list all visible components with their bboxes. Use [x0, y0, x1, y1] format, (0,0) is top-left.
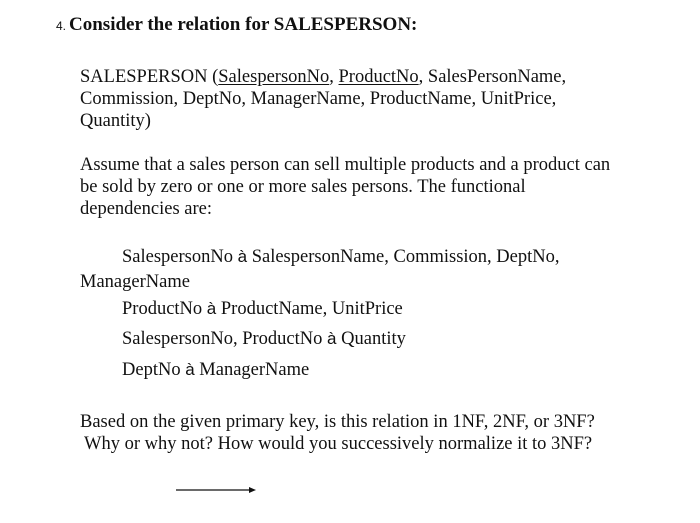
- fd-2-lhs: ProductNo: [122, 299, 207, 319]
- fd-3: [122, 329, 406, 350]
- fd-arrow-icon: à: [237, 247, 248, 266]
- arrow-right-icon: [176, 486, 256, 494]
- assumption-line-2: be sold by zero or one or more sales persons. The functional: [80, 177, 526, 197]
- relation-name: SALESPERSON (: [80, 67, 219, 87]
- assumption-line-1: Assume that a sales person can sell multiple products and a product can: [80, 155, 611, 175]
- question-body: [80, 411, 595, 455]
- relation-line-3: Quantity): [80, 111, 151, 131]
- fd-arrow-icon: à: [185, 360, 195, 379]
- fd-2-rhs: ProductName, UnitPrice: [216, 299, 403, 319]
- question-number: 4.: [56, 19, 67, 33]
- relation-attributes-1: , SalesPersonName,: [418, 67, 567, 87]
- assumption-line-3: dependencies are:: [80, 199, 212, 219]
- fd-arrow-icon: à: [327, 329, 337, 348]
- fd-4-rhs: ManagerName: [194, 360, 310, 380]
- fd-1-continued: ManagerName: [80, 272, 190, 292]
- primary-key-productno: ProductNo: [338, 67, 419, 87]
- question-title: Consider the relation for SALESPERSON:: [69, 14, 418, 35]
- fd-arrow-icon: à: [206, 299, 217, 318]
- relation-line-1: [80, 66, 566, 88]
- primary-key-salespersonno: SalespersonNo: [218, 67, 330, 87]
- fd-4: [122, 360, 309, 381]
- key-separator: ,: [329, 67, 339, 87]
- fd-3-rhs: Quantity: [336, 329, 406, 349]
- relation-line-2: Commission, DeptNo, ManagerName, ProductName, UnitPrice,: [80, 89, 557, 109]
- fd-3-lhs: SalespersonNo, ProductNo: [122, 329, 328, 349]
- fd-1: [122, 247, 560, 268]
- fd-1-lhs: SalespersonNo: [122, 247, 238, 267]
- question-line-2: Why or why not? How would you successively normalize it to 3NF?: [84, 434, 593, 454]
- fd-4-lhs: DeptNo: [122, 360, 186, 380]
- fd-2: [122, 299, 403, 320]
- question-heading: [56, 14, 417, 36]
- assumption-paragraph: [80, 154, 610, 220]
- relation-schema: [80, 66, 566, 132]
- fd-1-rhs: SalespersonName, Commission, DeptNo,: [247, 247, 560, 267]
- question-line-1: Based on the given primary key, is this relation in 1NF, 2NF, or 3NF?: [80, 412, 595, 432]
